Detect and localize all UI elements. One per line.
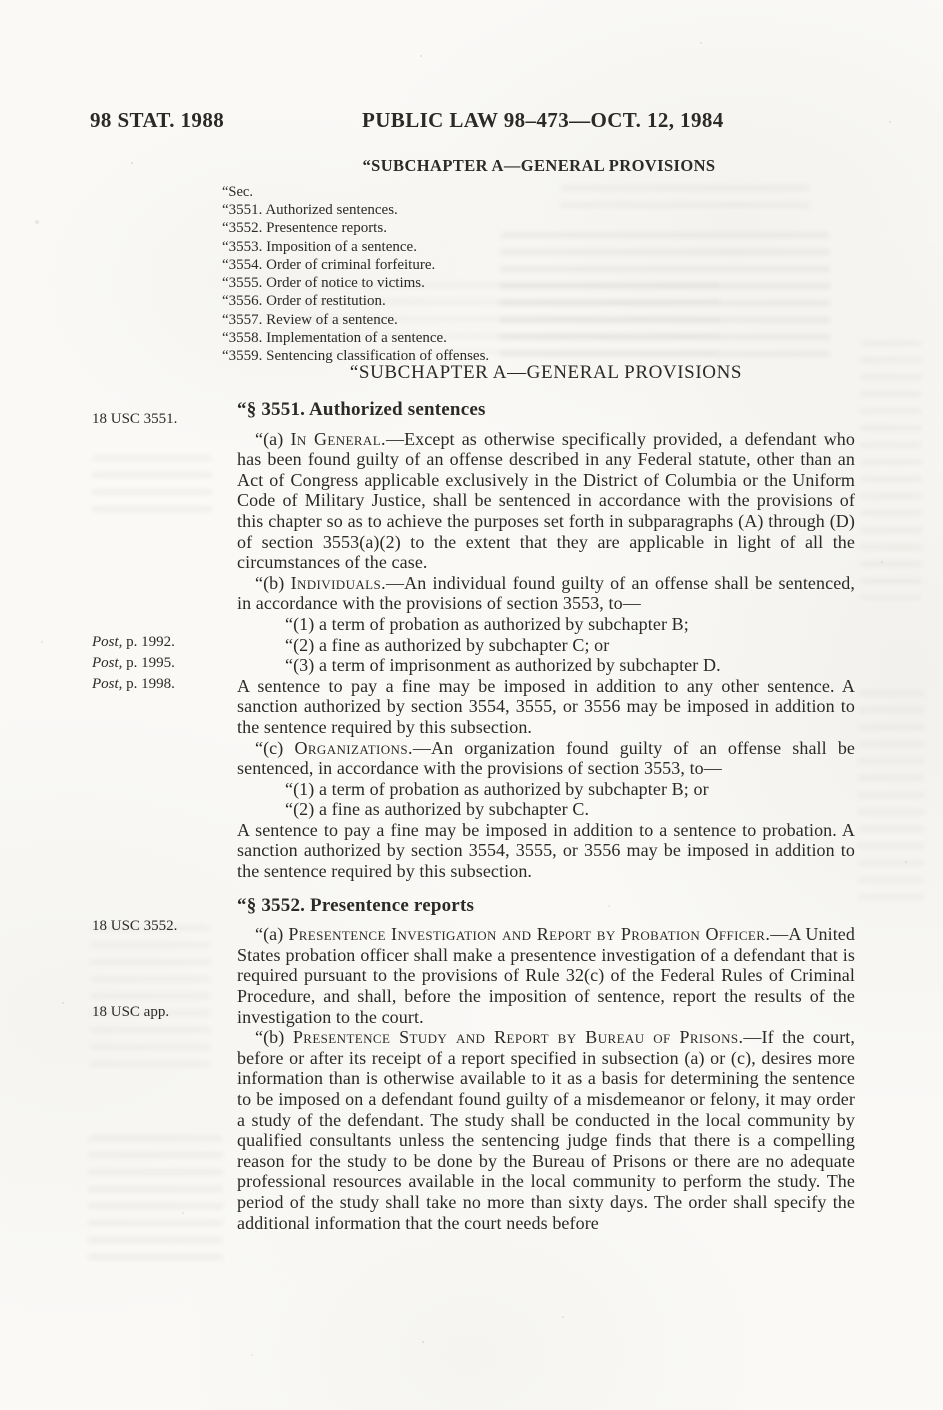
margin-note-post-page: p. 1995.: [122, 655, 175, 671]
table-of-sections: [222, 156, 856, 366]
margin-note-post-page: p. 1992.: [122, 634, 175, 650]
paragraph-text: —An organization found guilty of an offense shall be sentenced, in accordance with the provisions of section 3553, to—: [237, 737, 856, 779]
subchapter-heading: “SUBCHAPTER A—GENERAL PROVISIONS: [349, 362, 743, 383]
paragraph-text: —If the court, before or after its receipt of a report specified in subsection (a) or (c), desires more information than is otherwise available to it as a basis for determining the sentence to be imposed on a defendant found guilty of a misdemeanor or felony, it may order a study of the defendant. The study shall be conducted in the local community by qualified consultants unless the sentencing judge finds that there is a compelling reason for the study to be done by the Bureau of Prisons or there are no adequate professional resources available in the local community to perform the study. The period of the study shall take no more than sixty days. The order shall specify the additional information that the court needs before: [237, 1027, 855, 1233]
paragraph-label: Organizations.: [294, 737, 413, 758]
section-heading-3552: “§ 3552. Presentence reports: [237, 894, 475, 916]
paragraph-3551-b2: “(2) a fine as authorized by subchapter C; or: [285, 634, 610, 655]
paragraph-3551-c2: “(2) a fine as authorized by subchapter C.: [285, 799, 590, 820]
bleedthrough-artifact: [860, 340, 922, 600]
bleedthrough-artifact: [858, 690, 924, 910]
paragraph-open: “(b): [255, 1027, 293, 1048]
paragraph-label: Individuals.: [290, 572, 387, 593]
paragraph-open: “(a): [255, 924, 289, 945]
toc-item-3556: “3556. Order of restitution.: [222, 293, 386, 310]
bleedthrough-artifact: [90, 925, 210, 1075]
toc-item-3557: “3557. Review of a sentence.: [222, 311, 398, 328]
margin-note-post-page: p. 1998.: [122, 676, 175, 692]
bleedthrough-artifact: [88, 1135, 223, 1265]
toc-item-3558: “3558. Implementation of a sentence.: [222, 330, 447, 347]
paragraph-open: “(c): [255, 737, 295, 758]
margin-note-post-italic: Post,: [92, 676, 123, 692]
paragraph-text: —Except as otherwise specifically provided, a defendant who has been found guilty of an offense described in any Federal statute, other than an Act of Congress applicable exclusively in the District of Columbia or the Uniform Code of Military Justice, shall be sentenced in accordance with the provisions of this chapter so as to achieve the purposes set forth in subparagraphs (A) through (D) of section 3553(a)(2) to the extent that they are applicable in light of all the circumstances of the case.: [237, 428, 855, 573]
paragraph-3551-b: [237, 573, 855, 614]
paragraph-3551-b1: “(1) a term of probation as authorized by subchapter B;: [285, 613, 689, 634]
paragraph-3551-b-closing: A sentence to pay a fine may be imposed in addition to any other sentence. A sanction authorized by section 3554, 3555, or 3556 may be imposed in addition to the sentence required by this subsection.: [237, 675, 855, 737]
paragraph-text: —An individual found guilty of an offense shall be sentenced, in accordance with the provisions of section 3553, to—: [237, 572, 855, 614]
section-heading-3551: “§ 3551. Authorized sentences: [237, 399, 486, 420]
statute-body: [237, 400, 855, 1233]
toc-item-3554: “3554. Order of criminal forfeiture.: [222, 256, 436, 273]
paragraph-3551-c1: “(1) a term of probation as authorized by subchapter B; or: [285, 778, 709, 799]
paragraph-label: Presentence Investigation and Report by Probation Officer.: [288, 924, 771, 945]
bleedthrough-artifact: [92, 455, 212, 520]
toc-sec-label: “Sec.: [222, 184, 253, 200]
toc-item-3559: “3559. Sentencing classification of offenses.: [222, 348, 490, 365]
paragraph-open: “(b): [255, 572, 291, 593]
margin-note-post-italic: Post,: [92, 655, 123, 671]
paragraph-3551-b3: “(3) a term of imprisonment as authorized by subchapter D.: [285, 655, 721, 676]
paragraph-label: In General.: [290, 428, 386, 449]
margin-note-post-1992: [92, 633, 230, 651]
paragraph-text: —A United States probation officer shall make a presentence investigation of a defendant that is required pursuant to the provisions of Rule 32(c) of the Federal Rules of Criminal Procedure, and shall, before the imposition of sentence, report the results of the investigation to the court.: [237, 924, 856, 1027]
margin-note-18-usc-app: 18 USC app.: [92, 1004, 170, 1020]
paragraph-3551-c: [237, 738, 855, 779]
margin-note-post-italic: Post,: [92, 634, 123, 650]
toc-item-3552: “3552. Presentence reports.: [222, 220, 387, 237]
margin-note-18-usc-3551: 18 USC 3551.: [92, 411, 178, 427]
statute-volume-page: 98 STAT. 1988: [90, 108, 225, 132]
toc-item-3555: “3555. Order of notice to victims.: [222, 275, 425, 292]
paragraph-label: Presentence Study and Report by Bureau of Prisons.: [292, 1027, 744, 1048]
paragraph-3552-a: [237, 924, 855, 1027]
paragraph-3551-c-closing: A sentence to pay a fine may be imposed in addition to a sentence to probation. A sanction authorized by section 3554, 3555, or 3556 may be imposed in addition to the sentence required by this subsection.: [237, 819, 855, 882]
toc-item-3553: “3553. Imposition of a sentence.: [222, 238, 417, 255]
margin-note-18-usc-3552: 18 USC 3552.: [92, 918, 178, 934]
scan-speckle-artifact: [0, 0, 2, 2]
margin-note-post-1995: [92, 654, 230, 672]
margin-note-post-1998: [92, 675, 230, 693]
paragraph-open: “(a): [255, 428, 291, 449]
toc-item-3551: “3551. Authorized sentences.: [222, 202, 398, 218]
public-law-title: PUBLIC LAW 98–473—OCT. 12, 1984: [362, 108, 724, 132]
paragraph-3552-b: [237, 1027, 855, 1233]
paragraph-3551-a: [237, 429, 855, 573]
toc-subchapter-heading: “SUBCHAPTER A—GENERAL PROVISIONS: [362, 156, 716, 175]
